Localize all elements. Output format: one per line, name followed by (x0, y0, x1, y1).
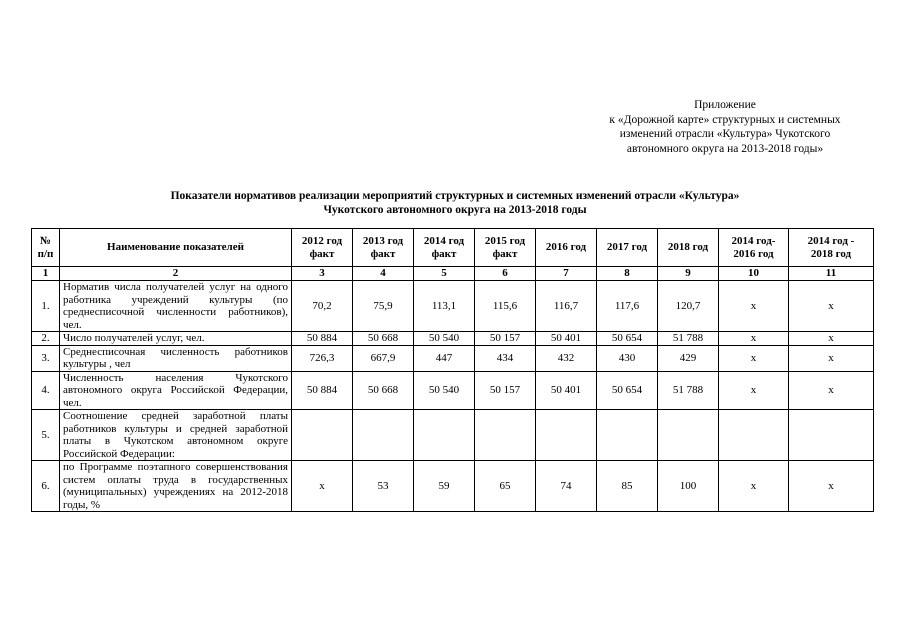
value-cell: 50 654 (597, 371, 658, 410)
value-cell: 50 540 (414, 371, 475, 410)
value-cell (719, 410, 789, 461)
column-header (292, 229, 353, 267)
value-cell: 70,2 (292, 281, 353, 332)
row-number: 3. (32, 345, 60, 371)
column-header-line: факт (431, 247, 457, 260)
column-header-line: 2018 год (810, 247, 852, 260)
indicator-name: Число получателей услуг, чел. (60, 332, 292, 346)
value-cell: 50 157 (475, 371, 536, 410)
column-header-line: 2014 год- (731, 234, 776, 247)
table-row (32, 410, 874, 461)
column-header (789, 229, 874, 267)
value-cell: 50 654 (597, 332, 658, 346)
column-header-line: 2017 год (606, 241, 648, 253)
column-number-row (32, 267, 874, 281)
row-number: 1. (32, 281, 60, 332)
value-cell: 53 (353, 461, 414, 512)
value-cell (353, 410, 414, 461)
indicators-table (31, 228, 874, 512)
value-cell: 100 (658, 461, 719, 512)
indicator-name: по Программе поэтапного совершенствования систем оплаты труда в государственных (муниципальных) учреждениях на 2012-2018 годы, % (60, 461, 292, 512)
column-header-line: 2013 год (362, 234, 404, 247)
table-row (32, 345, 874, 371)
column-header (536, 229, 597, 267)
column-header-line: п/п (37, 247, 54, 260)
value-cell (475, 410, 536, 461)
indicator-name: Среднесписочная численность работников культуры , чел (60, 345, 292, 371)
value-cell: х (719, 281, 789, 332)
value-cell: 51 788 (658, 371, 719, 410)
value-cell: 74 (536, 461, 597, 512)
row-number: 4. (32, 371, 60, 410)
indicator-name: Соотношение средней заработной платы работников культуры и средней заработной платы в Чукотском автономном округе Российской Федерации: (60, 410, 292, 461)
column-number: 11 (789, 267, 874, 281)
column-header (414, 229, 475, 267)
value-cell: 429 (658, 345, 719, 371)
column-number: 2 (60, 267, 292, 281)
row-number: 6. (32, 461, 60, 512)
column-header-line: 2014 год - (807, 234, 855, 247)
column-header (597, 229, 658, 267)
value-cell (789, 410, 874, 461)
column-header-line: 2016 год (733, 247, 774, 260)
column-number: 10 (719, 267, 789, 281)
column-number: 5 (414, 267, 475, 281)
value-cell: 50 884 (292, 371, 353, 410)
column-header-line: 2016 год (545, 241, 587, 253)
value-cell: х (789, 371, 874, 410)
column-header-line: факт (492, 247, 518, 260)
indicator-name: Норматив числа получателей услуг на одного работника учреждений культуры (по среднесписочной численности работников), чел. (60, 281, 292, 332)
value-cell: 51 788 (658, 332, 719, 346)
column-header-line: факт (370, 247, 396, 260)
value-cell: х (719, 371, 789, 410)
title-line-1: Показатели нормативов реализации мероприятий структурных и системных изменений отрасли «Культура» (170, 190, 740, 202)
value-cell: 50 668 (353, 371, 414, 410)
value-cell: х (719, 332, 789, 346)
value-cell: 117,6 (597, 281, 658, 332)
column-number: 8 (597, 267, 658, 281)
value-cell: х (789, 332, 874, 346)
row-number: 5. (32, 410, 60, 461)
column-number: 4 (353, 267, 414, 281)
column-header (60, 229, 292, 267)
value-cell: 75,9 (353, 281, 414, 332)
value-cell: х (719, 461, 789, 512)
indicator-name: Численность населения Чукотского автономного округа Российской Федерации, чел. (60, 371, 292, 410)
column-header (719, 229, 789, 267)
title-line-2: Чукотского автономного округа на 2013-2018 годы (323, 204, 587, 216)
value-cell: 447 (414, 345, 475, 371)
value-cell: 50 884 (292, 332, 353, 346)
column-header-line: 2018 год (667, 241, 709, 253)
column-number: 7 (536, 267, 597, 281)
value-cell: х (292, 461, 353, 512)
column-header (32, 229, 60, 267)
value-cell: х (789, 281, 874, 332)
value-cell: 726,3 (292, 345, 353, 371)
value-cell: 434 (475, 345, 536, 371)
table-row (32, 371, 874, 410)
column-header (475, 229, 536, 267)
column-number: 1 (32, 267, 60, 281)
value-cell: 59 (414, 461, 475, 512)
table-row (32, 281, 874, 332)
value-cell: х (789, 461, 874, 512)
column-number: 9 (658, 267, 719, 281)
table-row (32, 332, 874, 346)
appendix-line: к «Дорожной карте» структурных и системных (609, 113, 841, 126)
value-cell (597, 410, 658, 461)
value-cell: 113,1 (414, 281, 475, 332)
column-header-line: № (39, 234, 52, 247)
column-header-line: Наименование показателей (107, 241, 244, 253)
appendix-line: Приложение (694, 99, 756, 111)
value-cell (292, 410, 353, 461)
value-cell: 50 668 (353, 332, 414, 346)
value-cell: 120,7 (658, 281, 719, 332)
value-cell: х (789, 345, 874, 371)
appendix-line: изменений отрасли «Культура» Чукотского (619, 128, 831, 140)
value-cell (536, 410, 597, 461)
column-header-line: 2015 год (484, 234, 526, 247)
value-cell: 430 (597, 345, 658, 371)
value-cell: х (719, 345, 789, 371)
value-cell (414, 410, 475, 461)
column-header (353, 229, 414, 267)
column-header (658, 229, 719, 267)
column-header-line: 2014 год (423, 234, 465, 247)
value-cell: 667,9 (353, 345, 414, 371)
document-title (60, 189, 850, 217)
appendix-block (560, 98, 890, 156)
value-cell: 50 401 (536, 332, 597, 346)
value-cell: 85 (597, 461, 658, 512)
value-cell: 432 (536, 345, 597, 371)
column-header-line: факт (309, 247, 335, 260)
value-cell: 65 (475, 461, 536, 512)
column-header-line: 2012 год (301, 234, 343, 247)
appendix-line: автономного округа на 2013-2018 годы» (626, 142, 824, 155)
value-cell: 116,7 (536, 281, 597, 332)
table-row (32, 461, 874, 512)
value-cell: 50 401 (536, 371, 597, 410)
value-cell: 115,6 (475, 281, 536, 332)
header-row (32, 229, 874, 267)
value-cell: 50 157 (475, 332, 536, 346)
value-cell (658, 410, 719, 461)
value-cell: 50 540 (414, 332, 475, 346)
column-number: 3 (292, 267, 353, 281)
row-number: 2. (32, 332, 60, 346)
column-number: 6 (475, 267, 536, 281)
